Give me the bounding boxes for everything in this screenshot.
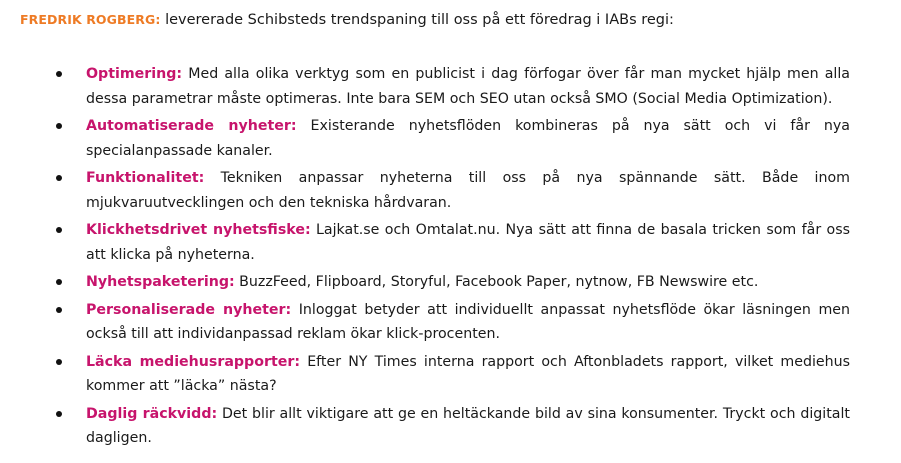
list-item [0,270,850,295]
item-text: Efter NY Times interna rapport och Aftonbladets rapport, vilket mediehus kommer att ”läcka” nästa? [86,353,850,394]
bullet-icon [56,411,62,417]
list-item [0,218,850,267]
bullet-icon [56,307,62,313]
bullet-icon [56,123,62,129]
item-term: Daglig räckvidd: [86,405,218,422]
list-item [0,298,850,347]
list-item [0,62,850,111]
item-term: Klickhetsdrivet nyhetsfiske: [86,222,311,238]
item-text: Tekniken anpassar nyheterna till oss på nya spännande sätt. Både inom mjukvaruutvecklingen och den tekniska hårdvaran. [86,170,850,211]
item-text: Inloggat betyder att individuellt anpassat nyhetsflöde ökar läsningen men också till att individanpassad reklam ökar klick-procenten. [86,301,850,342]
intro-paragraph [20,9,881,31]
bullet-icon [56,279,62,285]
trend-list [0,62,901,454]
author-name: FREDRIK ROGBERG: [20,12,161,27]
item-text: Det blir allt viktigare att ge en heltäckande bild av sina konsumenter. Tryckt och digitalt dagligen. [86,405,850,446]
item-text: BuzzFeed, Flipboard, Storyful, Facebook Paper, nytnow, FB Newswire etc. [234,274,759,290]
list-item [0,114,850,163]
item-term: Läcka mediehusrapporter: [86,353,301,370]
intro-text: levererade Schibsteds trendspaning till oss på ett föredrag i IABs regi: [160,12,674,28]
item-text: Lajkat.se och Omtalat.nu. Nya sätt att finna de basala tricken som får oss att klicka på nyheterna. [86,222,851,263]
item-term: Optimering: [86,66,183,82]
item-text: Existerande nyhetsflöden kombineras på nya sätt och vi får nya specialanpassade kanaler. [86,118,850,159]
item-term: Funktionalitet: [86,170,205,186]
list-item [0,402,850,451]
item-term: Personaliserade nyheter: [86,301,292,318]
list-item [0,166,850,215]
list-item [0,350,850,399]
item-text: Med alla olika verktyg som en publicist i dag förfogar över får man mycket hjälp men alla dessa parametrar måste optimeras. Inte bara SEM och SEO utan också SMO (Social Media Optimization). [86,66,850,107]
bullet-icon [56,359,62,365]
item-term: Automatiserade nyheter: [86,118,297,134]
item-term: Nyhetspaketering: [86,274,235,290]
bullet-icon [56,227,62,233]
bullet-icon [56,175,62,181]
bullet-icon [56,71,62,77]
